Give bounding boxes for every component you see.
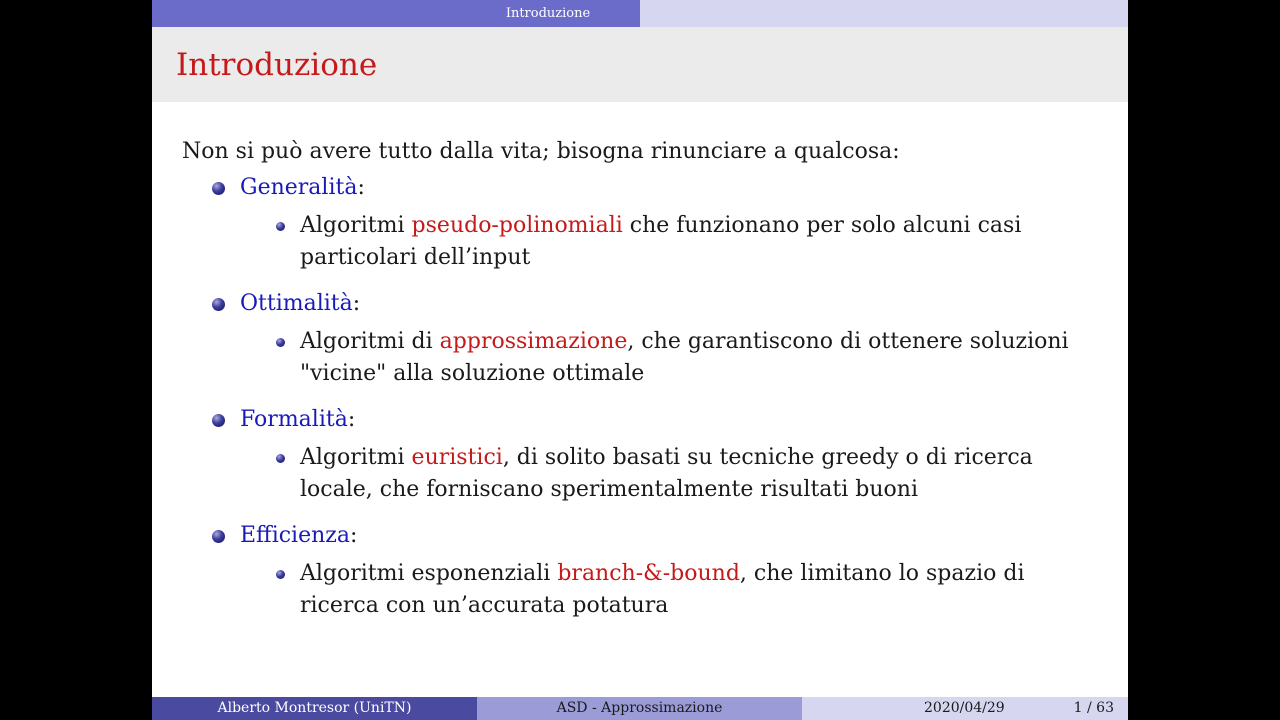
sub-item-text-after: , di solito basati su tecniche greedy o di ricerca locale, che forniscano sperimentalmente risultati buoni [300,445,1033,502]
sub-item-highlight: branch-&-bound [557,561,740,586]
item-heading [240,172,1102,204]
bullet-ball-icon [212,298,225,311]
footer-info [802,697,1128,720]
frame-title: Introduzione [176,47,378,83]
sub-item-text-before: Algoritmi [300,445,412,470]
item-heading [240,404,1102,436]
sub-item-text-before: Algoritmi esponenziali [300,561,558,586]
sub-item-text-after: che funzionano per solo alcuni casi particolari dell’input [300,213,1022,270]
sub-item-text-after: , che limitano lo spazio di ricerca con un’accurata potatura [300,561,1025,618]
bullet-ball-icon [212,182,225,195]
footer-title: ASD - Approssimazione [477,697,802,720]
sub-item-text-after: , che garantiscono di ottenere soluzioni "vicine" alla soluzione ottimale [300,329,1069,386]
sub-item [240,442,1100,506]
bullet-ball-icon [212,530,225,543]
item-heading [240,288,1102,320]
intro-text: Non si può avere tutto dalla vita; bisogna rinunciare a qualcosa: [182,139,900,164]
footer-author: Alberto Montresor (UniTN) [152,697,477,720]
list-item-efficienza [182,520,1102,622]
sub-bullet-ball-icon [276,570,285,579]
item-heading [240,520,1102,552]
sub-bullet-ball-icon [276,222,285,231]
frame-title-bar [152,27,1128,102]
item-keyword: Ottimalità [240,291,353,316]
item-keyword: Efficienza [240,523,350,548]
nav-section-introduzione[interactable] [152,0,640,27]
sub-item [240,558,1100,622]
sub-item [240,210,1100,274]
sub-item [240,326,1100,390]
item-colon: : [349,523,358,548]
item-keyword: Generalità [240,175,358,200]
footer [152,697,1128,720]
list-item-ottimalita [182,288,1102,390]
footer-page-number: 1 / 63 [1073,700,1114,716]
slide [152,0,1128,720]
sub-item-text-before: Algoritmi di [300,329,440,354]
navigation-bar [152,0,1128,27]
slide-content [182,136,1102,636]
sub-item-highlight: euristici [411,445,503,470]
sub-item-text-before: Algoritmi [300,213,412,238]
item-keyword: Formalità [240,407,348,432]
sub-bullet-ball-icon [276,338,285,347]
list-item-formalita [182,404,1102,506]
item-colon: : [352,291,361,316]
sub-item-highlight: pseudo-polinomiali [411,213,623,238]
footer-date: 2020/04/29 [924,700,1005,716]
list-item-generalita [182,172,1102,274]
item-colon: : [347,407,356,432]
nav-section-label: Introduzione [505,6,591,21]
sub-item-highlight: approssimazione [439,329,628,354]
bullet-ball-icon [212,414,225,427]
item-colon: : [357,175,365,200]
sub-bullet-ball-icon [276,454,285,463]
